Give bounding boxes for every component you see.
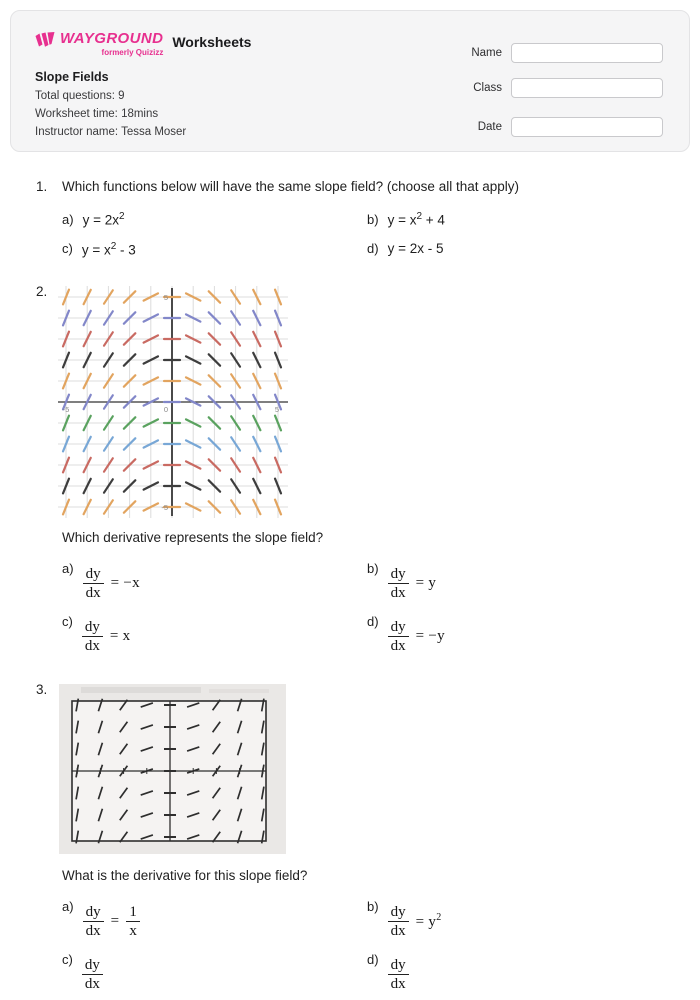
- option-expression: $y = x^2 - 3$: [81, 240, 136, 257]
- student-fields: [471, 43, 663, 135]
- option-rhs: = x: [109, 628, 131, 644]
- class-input[interactable]: [511, 78, 663, 98]
- header-card: [10, 10, 690, 152]
- option-expression: $y = 2x^2$: [82, 211, 125, 228]
- fraction-denominator: dx: [390, 585, 406, 601]
- option-rhs: = −x: [110, 575, 140, 591]
- fraction-numerator: dy: [388, 956, 409, 975]
- option-d: [367, 241, 700, 258]
- question-content: [62, 179, 700, 257]
- question-3: [0, 682, 700, 993]
- option-c: [62, 241, 367, 258]
- slope-field-scan-image: [59, 684, 700, 854]
- fraction-numerator: dy: [82, 618, 103, 637]
- brand-wordmark: WAYGROUND: [60, 30, 164, 47]
- header-left: [35, 30, 252, 138]
- question-content: [62, 682, 700, 993]
- fraction-numerator: dy: [82, 956, 103, 975]
- fraction-numerator: dy: [388, 565, 409, 584]
- field-row-class: [471, 78, 663, 98]
- option-label: b): [367, 211, 379, 227]
- option-math: [388, 956, 409, 993]
- derivative-fraction: [388, 956, 409, 993]
- option-c: [62, 953, 367, 993]
- meta-total-questions: Total questions: 9: [35, 89, 125, 102]
- rhs-fraction: [126, 903, 140, 940]
- option-math: [82, 956, 103, 993]
- option-label: b): [367, 899, 379, 914]
- option-label: a): [62, 211, 74, 227]
- option-label: c): [62, 952, 73, 967]
- option-math: [82, 618, 131, 655]
- options-grid: [62, 211, 700, 257]
- product-label: Worksheets: [172, 34, 252, 50]
- option-d: [367, 953, 700, 993]
- question-number: 2.: [36, 284, 48, 299]
- option-label: d): [367, 241, 379, 257]
- derivative-fraction: [82, 956, 103, 993]
- slope-field-scan-plot: [59, 684, 286, 854]
- meta-worksheet-time: Worksheet time: 18mins: [35, 107, 159, 120]
- option-math: [388, 903, 442, 940]
- option-math: [83, 565, 140, 602]
- option-math: [83, 903, 140, 940]
- option-a: [62, 562, 367, 602]
- fraction-denominator: dx: [390, 638, 406, 654]
- derivative-fraction: [388, 618, 409, 655]
- derivative-fraction: [83, 903, 104, 940]
- brand-row: [35, 31, 251, 57]
- question-number: 1.: [36, 179, 48, 194]
- option-b: [367, 900, 700, 940]
- option-rhs: = y: [415, 575, 437, 591]
- fraction-numerator: dy: [388, 903, 409, 922]
- date-field-label: Date: [477, 121, 502, 133]
- option-expression: y = 2x - 5: [387, 241, 444, 257]
- fraction-denominator: dx: [85, 923, 101, 939]
- field-row-name: [471, 43, 663, 63]
- wayground-logo-icon: [35, 32, 55, 48]
- option-label: c): [62, 614, 73, 629]
- name-input[interactable]: [511, 43, 663, 63]
- derivative-fraction: [388, 565, 409, 602]
- option-rhs: = −y: [415, 628, 445, 644]
- slope-field-plot: [58, 286, 288, 518]
- option-label: d): [367, 952, 379, 967]
- option-label: b): [367, 561, 379, 576]
- class-field-label: Class: [473, 82, 502, 94]
- svg-text:-5: -5: [161, 503, 168, 512]
- svg-text:-5: -5: [62, 405, 70, 414]
- question-text: Which functions below will have the same slope field? (choose all that apply): [62, 179, 519, 194]
- fraction-numerator: dy: [83, 565, 104, 584]
- question-1: [0, 179, 700, 257]
- svg-text:5: 5: [274, 405, 280, 414]
- brand-wordmark-block: [60, 31, 163, 57]
- question-text: Which derivative represents the slope field?: [62, 530, 324, 545]
- option-a: [62, 900, 367, 940]
- option-c: [62, 615, 367, 655]
- option-math: [388, 618, 445, 655]
- option-b: [367, 562, 700, 602]
- brand-tagline: formerly Quizizz: [101, 47, 164, 57]
- worksheet-title: Slope Fields: [35, 69, 109, 84]
- fraction-numerator: dy: [388, 618, 409, 637]
- question-2: [0, 284, 700, 655]
- derivative-fraction: [82, 618, 103, 655]
- option-rhs: = $y^2$: [415, 912, 442, 930]
- option-rhs: =: [110, 913, 120, 929]
- fraction-denominator: dx: [84, 638, 100, 654]
- option-label: a): [62, 899, 74, 914]
- derivative-fraction: [388, 903, 409, 940]
- slope-field-image: [58, 286, 700, 518]
- fraction-numerator: 1: [126, 903, 140, 922]
- fraction-numerator: dy: [83, 903, 104, 922]
- question-text: What is the derivative for this slope field?: [62, 868, 308, 883]
- option-b: [367, 211, 700, 228]
- question-number: 3.: [36, 682, 48, 697]
- date-input[interactable]: [511, 117, 663, 137]
- questions-list: [0, 179, 700, 993]
- svg-text:5: 5: [163, 293, 168, 302]
- fraction-denominator: dx: [390, 976, 406, 992]
- options-grid: [62, 562, 700, 655]
- option-label: a): [62, 561, 74, 576]
- option-math: [388, 565, 437, 602]
- option-a: [62, 211, 367, 228]
- meta-instructor-name: Instructor name: Tessa Moser: [35, 125, 187, 138]
- fraction-denominator: dx: [84, 976, 100, 992]
- option-expression: $y = x^2 + 4$: [387, 211, 445, 228]
- field-row-date: [471, 117, 663, 137]
- derivative-fraction: [83, 565, 104, 602]
- svg-text:0: 0: [163, 405, 168, 414]
- option-d: [367, 615, 700, 655]
- name-field-label: Name: [471, 47, 502, 59]
- question-content: [62, 284, 700, 655]
- option-label: d): [367, 614, 379, 629]
- fraction-denominator: dx: [85, 585, 101, 601]
- fraction-denominator: dx: [390, 923, 406, 939]
- fraction-denominator: x: [129, 923, 137, 939]
- option-label: c): [62, 241, 73, 257]
- options-grid: [62, 900, 700, 993]
